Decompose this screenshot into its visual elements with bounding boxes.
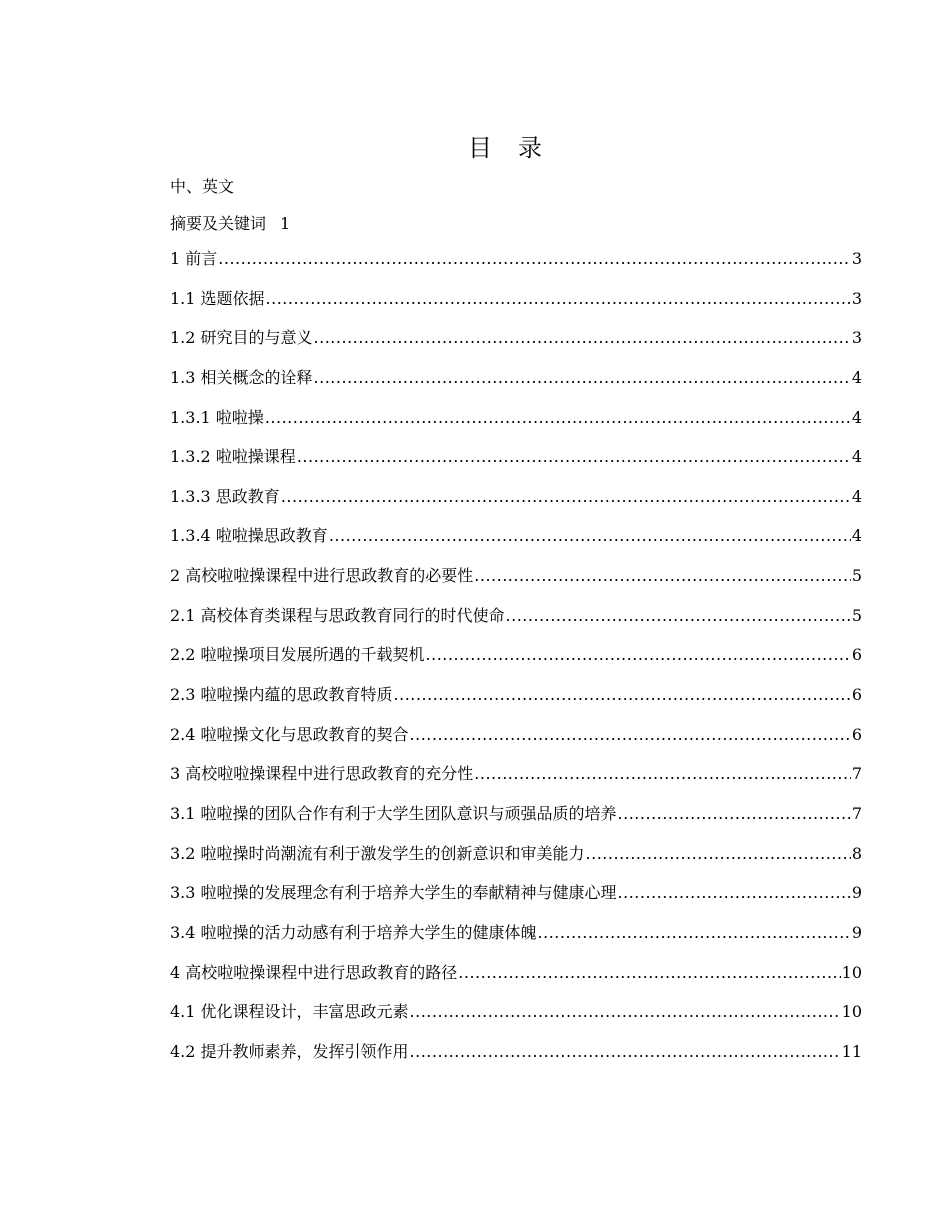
toc-entry-page-number: 10	[841, 962, 862, 982]
toc-entry[interactable]	[170, 565, 862, 605]
toc-entry-page-number: 4	[851, 407, 862, 427]
toc-dot-leader	[314, 367, 851, 389]
toc-entry-page-number: 5	[851, 605, 862, 625]
toc-dot-leader	[394, 684, 851, 706]
toc-dot-leader	[458, 962, 840, 984]
toc-entry[interactable]	[170, 843, 862, 883]
toc-dot-leader	[618, 803, 851, 825]
toc-dot-leader	[410, 1001, 841, 1023]
toc-entry[interactable]	[170, 882, 862, 922]
toc-dot-leader	[218, 248, 851, 270]
toc-entry[interactable]	[170, 1001, 862, 1041]
toc-entry-label: 4.2 提升教师素养，发挥引领作用	[170, 1041, 409, 1061]
toc-entry-page-number: 3	[851, 288, 862, 308]
toc-entry[interactable]	[170, 327, 862, 367]
toc-entry-label: 1.2 研究目的与意义	[170, 328, 313, 348]
toc-entry-label: 3.2 啦啦操时尚潮流有利于激发学生的创新意识和审美能力	[170, 843, 585, 863]
toc-dot-leader	[410, 1041, 841, 1063]
toc-pre-entry	[170, 213, 290, 235]
toc-entry-label: 4.1 优化课程设计，丰富思政元素	[170, 1002, 409, 1022]
toc-entry-label: 2 高校啦啦操课程中进行思政教育的必要性	[170, 566, 474, 586]
toc-entry-page-number: 6	[851, 645, 862, 665]
toc-entry-label: 2.1 高校体育类课程与思政教育同行的时代使命	[170, 605, 505, 625]
toc-entry[interactable]	[170, 248, 862, 288]
toc-entry[interactable]	[170, 1041, 862, 1081]
toc-list	[170, 248, 862, 1080]
toc-dot-leader	[506, 605, 851, 627]
toc-entry-page-number: 4	[851, 486, 862, 506]
toc-pre-entry-label: 中、英文	[170, 177, 235, 196]
toc-entry-label: 1.3.4 啦啦操思政教育	[170, 526, 328, 546]
toc-dot-leader	[266, 288, 851, 310]
toc-dot-leader	[281, 486, 851, 508]
toc-entry[interactable]	[170, 922, 862, 962]
toc-entry-label: 3 高校啦啦操课程中进行思政教育的充分性	[170, 764, 474, 784]
toc-entry-label: 4 高校啦啦操课程中进行思政教育的路径	[170, 962, 458, 982]
toc-entry-page-number: 4	[851, 447, 862, 467]
toc-entry-label: 1.3.2 啦啦操课程	[170, 447, 296, 467]
toc-dot-leader	[410, 724, 851, 746]
toc-entry[interactable]	[170, 288, 862, 328]
toc-entry-label: 2.4 啦啦操文化与思政教育的契合	[170, 724, 409, 744]
toc-dot-leader	[265, 407, 851, 429]
toc-pre-entry	[170, 176, 234, 198]
toc-entry[interactable]	[170, 486, 862, 526]
toc-pre-entry-label: 摘要及关键词	[170, 214, 267, 233]
toc-entry[interactable]	[170, 803, 862, 843]
toc-dot-leader	[474, 763, 851, 785]
toc-entry[interactable]	[170, 446, 862, 486]
page-title: 目录	[468, 134, 568, 162]
toc-dot-leader	[329, 525, 851, 547]
toc-entry-label: 2.3 啦啦操内蕴的思政教育特质	[170, 685, 393, 705]
toc-dot-leader	[618, 882, 851, 904]
toc-entry[interactable]	[170, 407, 862, 447]
toc-entry-page-number: 6	[851, 724, 862, 744]
toc-entry[interactable]	[170, 605, 862, 645]
toc-entry-page-number: 10	[841, 1002, 862, 1022]
toc-pre-entry-page: 1	[280, 214, 291, 233]
toc-entry-label: 1 前言	[170, 249, 218, 268]
toc-dot-leader	[426, 644, 851, 666]
toc-entry-label: 3.1 啦啦操的团队合作有利于大学生团队意识与顽强品质的培养	[170, 803, 617, 823]
toc-entry-page-number: 8	[851, 843, 862, 863]
toc-entry-page-number: 9	[851, 883, 862, 903]
toc-dot-leader	[538, 922, 851, 944]
toc-entry[interactable]	[170, 525, 862, 565]
toc-entry-page-number: 11	[841, 1041, 862, 1061]
toc-entry-label: 3.4 啦啦操的活力动感有利于培养大学生的健康体魄	[170, 922, 537, 942]
toc-dot-leader	[586, 843, 851, 865]
toc-entry-page-number: 6	[851, 685, 862, 705]
toc-entry[interactable]	[170, 763, 862, 803]
toc-entry[interactable]	[170, 962, 862, 1002]
toc-entry-label: 3.3 啦啦操的发展理念有利于培养大学生的奉献精神与健康心理	[170, 883, 617, 903]
toc-dot-leader	[474, 565, 851, 587]
toc-entry-page-number: 9	[851, 922, 862, 942]
toc-entry-label: 2.2 啦啦操项目发展所遇的千载契机	[170, 645, 425, 665]
toc-entry-label: 1.3 相关概念的诠释	[170, 367, 313, 387]
toc-entry-label: 1.3.3 思政教育	[170, 486, 280, 506]
toc-entry-page-number: 5	[851, 566, 862, 586]
toc-entry[interactable]	[170, 724, 862, 764]
toc-entry-page-number: 3	[851, 328, 862, 348]
toc-entry[interactable]	[170, 684, 862, 724]
toc-dot-leader	[297, 446, 851, 468]
toc-entry-page-number: 3	[851, 249, 862, 268]
toc-entry-page-number: 7	[851, 764, 862, 784]
toc-dot-leader	[314, 327, 851, 349]
toc-entry-page-number: 4	[851, 526, 862, 546]
toc-entry-page-number: 4	[851, 367, 862, 387]
toc-entry[interactable]	[170, 367, 862, 407]
toc-entry-label: 1.1 选题依据	[170, 288, 265, 308]
toc-entry-label: 1.3.1 啦啦操	[170, 407, 264, 427]
toc-entry[interactable]	[170, 644, 862, 684]
toc-entry-page-number: 7	[851, 803, 862, 823]
